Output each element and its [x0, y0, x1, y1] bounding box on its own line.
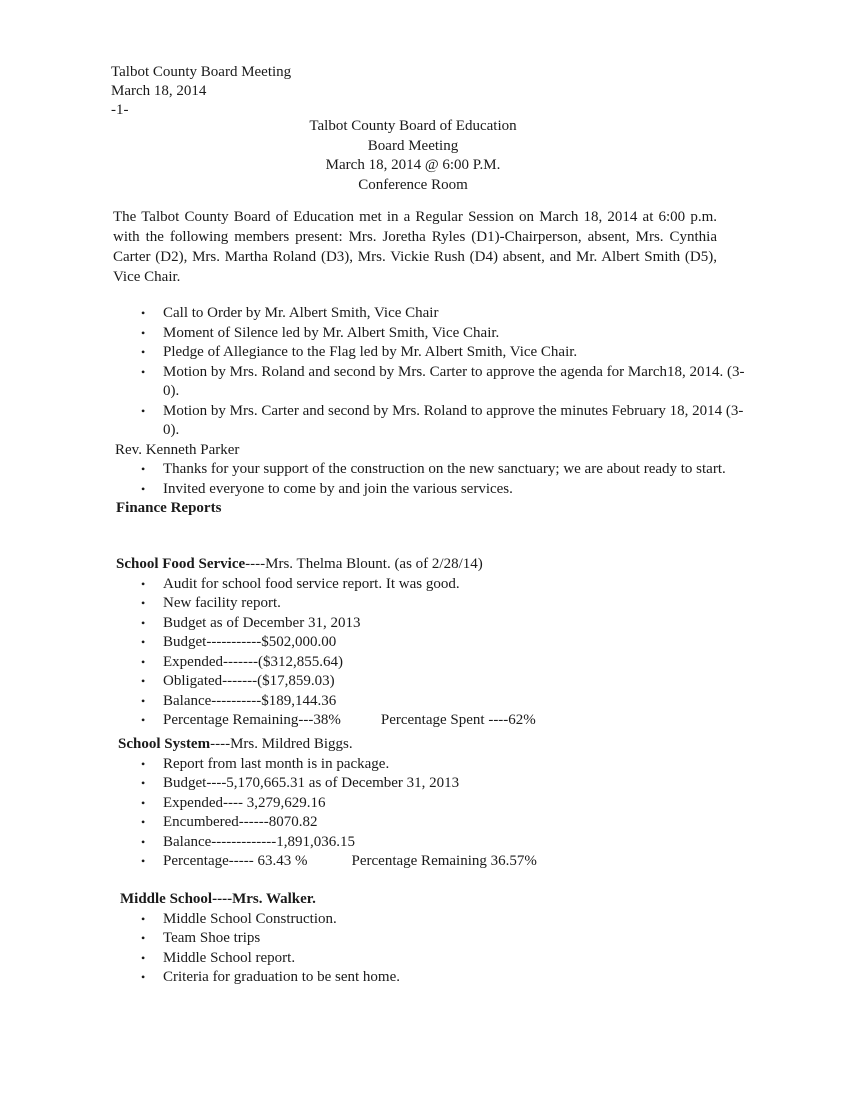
meeting-datetime: March 18, 2014 @ 6:00 P.M. [325, 157, 501, 173]
finance-heading: Finance Reports [116, 500, 222, 516]
list-item: • Motion by Mrs. Carter and second by Mrs. Roland to approve the minutes February 18, 2014 (3-0). [113, 402, 753, 441]
list-item: • Motion by Mrs. Roland and second by Mrs. Carter to approve the agenda for March18, 2014. (3-0). [113, 363, 753, 402]
meeting-type: Board Meeting [367, 137, 459, 154]
food-service-title: School Food Service [116, 556, 246, 572]
list-item [113, 852, 758, 872]
list-item: • Audit for school food service report. It was good. [113, 575, 756, 595]
middle-school-list [113, 910, 760, 988]
list-item: • Pledge of Allegiance to the Flag led by Mr. Albert Smith, Vice Chair. [113, 343, 753, 363]
list-item: • Balance----------$189,144.36 [113, 692, 756, 712]
list-item: • Balance-------------1,891,036.15 [113, 833, 758, 853]
food-service-presenter: ----Mrs. Thelma Blount. (as of 2/28/14) [245, 556, 483, 572]
meeting-title-block [0, 117, 826, 195]
list-item: • Obligated-------($17,859.03) [113, 672, 756, 692]
opening-section [113, 304, 753, 519]
school-system-label [118, 735, 758, 755]
list-item: • Thanks for your support of the construction on the new sanctuary; we are about ready to start. [113, 460, 753, 480]
rev-name: Rev. Kenneth Parker [115, 441, 240, 458]
school-system-title: School System [118, 736, 211, 752]
list-item: • New facility report. [113, 594, 756, 614]
list-item: • Budget-----------$502,000.00 [113, 633, 756, 653]
list-item: • Invited everyone to come by and join the various services. [113, 480, 753, 500]
pct-remaining: Percentage Remaining 36.57% [351, 853, 537, 869]
rev-list [113, 460, 753, 499]
middle-school-label: Middle School----Mrs. Walker. [120, 891, 316, 907]
intro-paragraph [113, 207, 717, 287]
list-item: • Encumbered------8070.82 [113, 813, 758, 833]
list-item: • Budget as of December 31, 2013 [113, 614, 756, 634]
list-item: • Middle School Construction. [113, 910, 760, 930]
list-item: • Moment of Silence led by Mr. Albert Smith, Vice Chair. [113, 324, 753, 344]
opening-list [113, 304, 753, 441]
list-item [113, 711, 756, 731]
pct-spent: Percentage Spent ----62% [380, 712, 536, 728]
header-date: March 18, 2014 [111, 83, 207, 99]
school-system-list [113, 755, 758, 872]
school-system-presenter: ----Mrs. Mildred Biggs. [210, 736, 353, 752]
header-title: Talbot County Board Meeting [111, 64, 292, 80]
food-service-section [116, 555, 756, 731]
list-item: • Call to Order by Mr. Albert Smith, Vice Chair [113, 304, 753, 324]
list-item: • Expended-------($312,855.64) [113, 653, 756, 673]
intro-text: The Talbot County Board of Education met in a Regular Session on March 18, 2014 at 6:00 p.m. with the following members present: Mrs. Joretha Ryles (D1)-Chairperson, absent, Mrs. Cynthia Carter (D2), Mrs. Martha Roland (D3), Mrs. Vickie Rush (D4) absent, and Mr. Albert Smith (D5), Vice Chair. [113, 209, 717, 285]
pct-remaining: Percentage Remaining---38% [163, 712, 341, 728]
meeting-location: Conference Room [358, 176, 468, 193]
board-name: Talbot County Board of Education [309, 118, 517, 134]
food-service-list [113, 575, 756, 731]
list-item: • Budget----5,170,665.31 as of December 31, 2013 [113, 774, 758, 794]
list-item: • Criteria for graduation to be sent home. [113, 968, 760, 988]
page-header [111, 63, 291, 120]
page-number: -1- [111, 102, 129, 118]
school-system-section [118, 735, 758, 872]
list-item: • Expended---- 3,279,629.16 [113, 794, 758, 814]
list-item: • Middle School report. [113, 949, 760, 969]
list-item: • Report from last month is in package. [113, 755, 758, 775]
pct-spent: Percentage----- 63.43 % [163, 853, 308, 869]
food-service-label [116, 555, 756, 575]
middle-school-section [120, 890, 760, 988]
list-item: • Team Shoe trips [113, 929, 760, 949]
